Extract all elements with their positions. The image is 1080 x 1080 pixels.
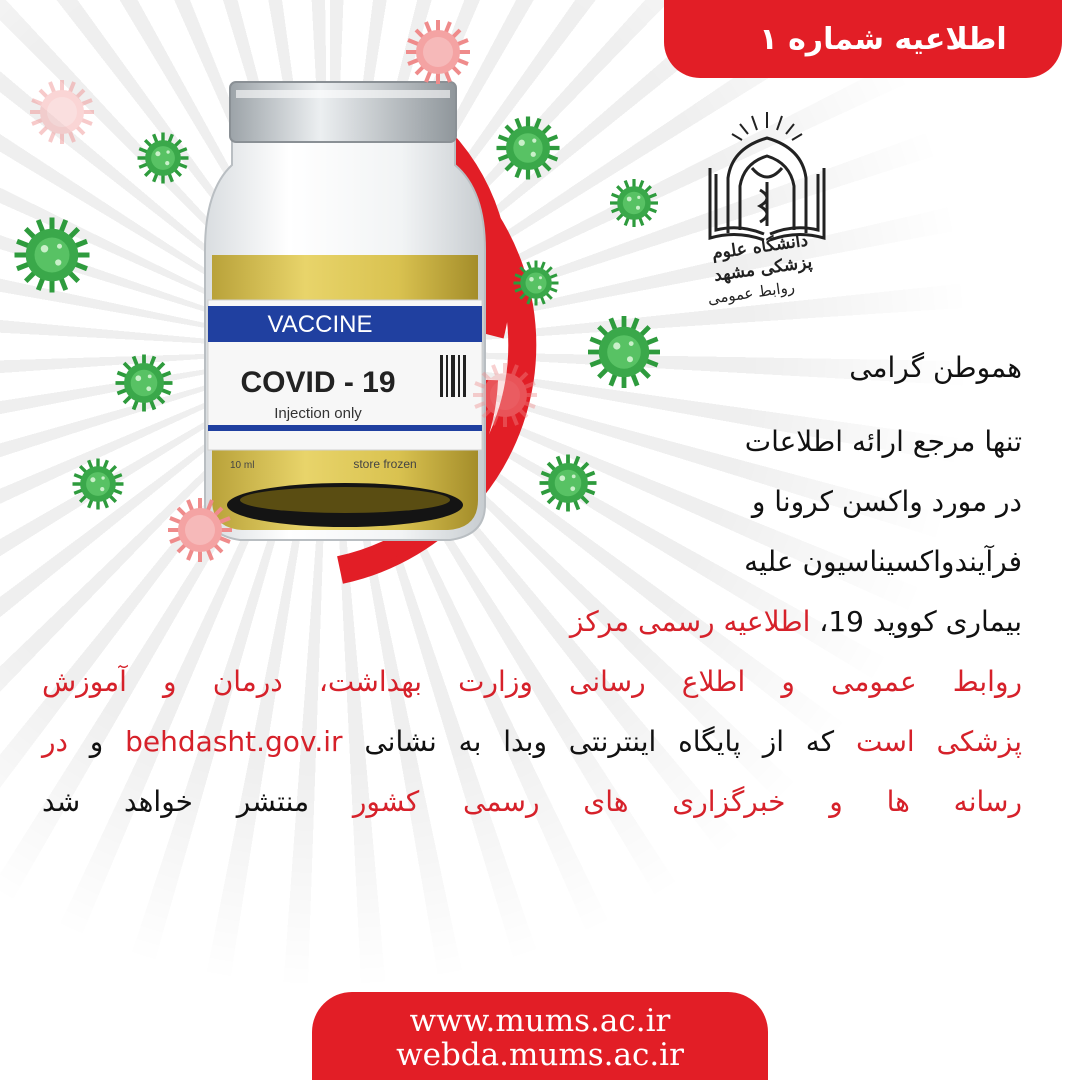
greeting: هموطن گرامی xyxy=(849,351,1022,384)
body-line-6-highlight: پزشکی است xyxy=(855,725,1022,758)
body-line-7-text: منتشر خواهد شد xyxy=(42,785,353,818)
body-line-4-text: بیماری کووید 19، xyxy=(810,605,1022,638)
body-line-7 xyxy=(42,772,1022,832)
virus-green-icon xyxy=(610,179,658,227)
virus-green-icon xyxy=(514,261,559,306)
vial-product-name: COVID - 19 xyxy=(240,366,396,399)
body-line-6-conjunction: و xyxy=(68,725,126,758)
body-line-2: در مورد واکسن کرونا و xyxy=(751,485,1022,518)
vial-injection-note: Injection only xyxy=(274,405,362,422)
virus-red-icon xyxy=(30,80,94,144)
university-name: دانشگاه علوم پزشکی مشهد xyxy=(710,230,814,286)
vial-volume: 10 ml xyxy=(230,460,255,471)
vial-brand-label: VACCINE xyxy=(267,311,373,338)
virus-green-icon xyxy=(138,133,189,184)
media-highlight: رسانه ها و خبرگزاری های رسمی کشور xyxy=(352,785,1023,818)
virus-red-icon xyxy=(406,20,470,84)
footer-links xyxy=(312,992,768,1080)
body-line-5: روابط عمومی و اطلاع رسانی وزارت بهداشت، درمان و آموزش xyxy=(42,665,1022,698)
body-line-3: فرآیندواکسیناسیون علیه xyxy=(744,545,1022,578)
body-line-6 xyxy=(42,712,1022,772)
announcement-title: اطلاعیه شماره ۱ xyxy=(759,21,1007,57)
vial-storage-note: store frozen xyxy=(353,457,417,471)
announcement-badge xyxy=(664,0,1062,78)
announcement-body xyxy=(42,338,1022,832)
official-notice-highlight: اطلاعیه رسمی مرکز xyxy=(569,605,811,638)
website-url[interactable]: www.mums.ac.ir xyxy=(409,1003,671,1039)
body-line-1: تنها مرجع ارائه اطلاعات xyxy=(744,425,1022,458)
body-line-6-end: در xyxy=(42,725,68,758)
body-line-4 xyxy=(42,592,1022,652)
body-line-6-text: که از پایگاه اینترنتی وبدا به نشانی xyxy=(342,725,856,758)
public-relations-label: روابط عمومی xyxy=(706,277,796,308)
webda-url[interactable]: webda.mums.ac.ir xyxy=(396,1037,684,1073)
behdasht-link[interactable]: behdasht.gov.ir xyxy=(125,725,343,758)
virus-green-icon xyxy=(497,117,560,180)
virus-green-icon xyxy=(15,218,90,293)
